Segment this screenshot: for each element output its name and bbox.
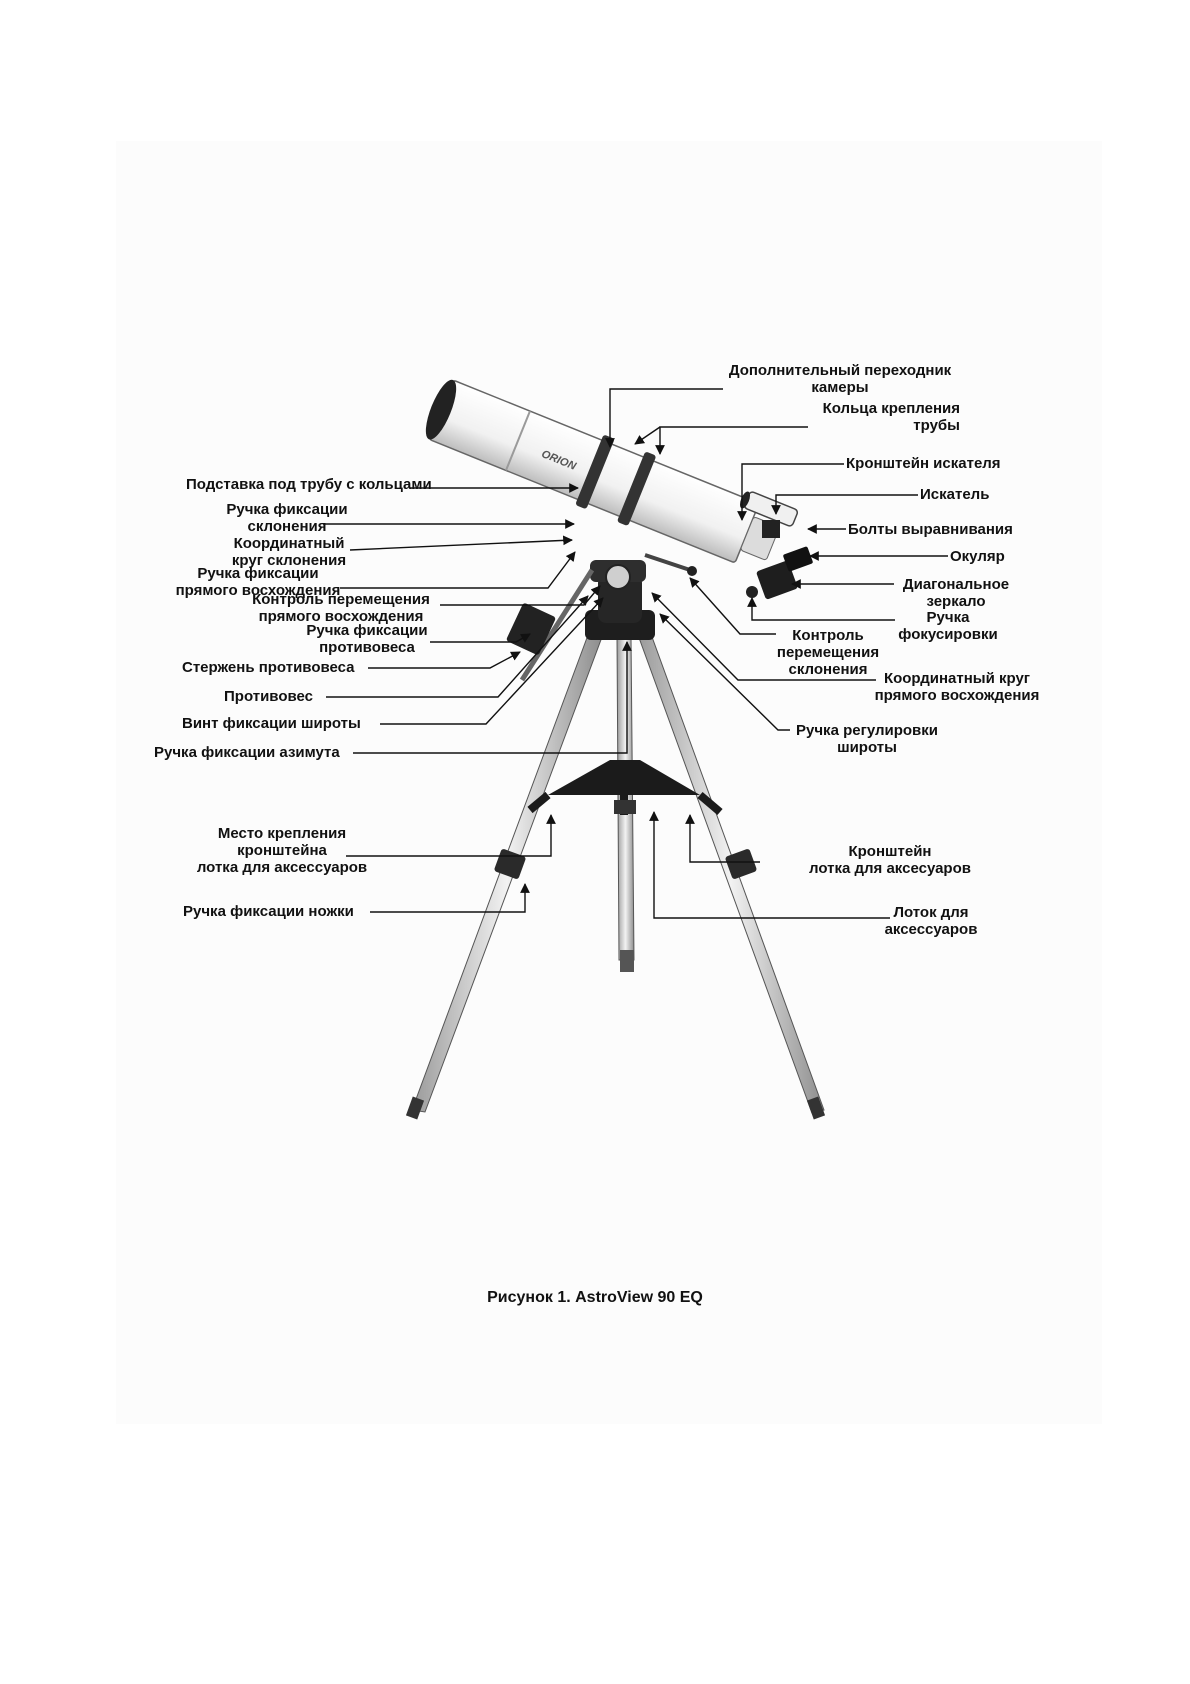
leader-camera-adapter: [610, 389, 723, 447]
label-dec-circle: [224, 535, 354, 569]
label-dec-slow-motion-line1: Контроль: [792, 627, 864, 644]
label-tray-bracket-mount-line2: кронштейна: [237, 842, 327, 859]
focus-knob-shape: [746, 586, 758, 598]
leader-ra-lock: [340, 552, 575, 588]
label-dec-slow-motion: [772, 627, 884, 678]
label-latitude-adjust-line1: Ручка регулировки: [796, 722, 938, 739]
label-align-bolts: Болты выравнивания: [848, 521, 1013, 538]
label-dec-circle-line2: круг склонения: [231, 552, 347, 569]
tripod-foot-left: [406, 1097, 424, 1120]
label-azimuth-lock: Ручка фиксации азимута: [154, 744, 340, 761]
label-tray-bracket: [795, 843, 985, 877]
leader-tube-rings-2: [635, 427, 660, 444]
label-tube-rings: [810, 400, 960, 434]
label-ra-circle: [872, 670, 1042, 704]
label-eyepiece: Окуляр: [950, 548, 1005, 565]
label-dec-lock: [212, 501, 362, 535]
counterweight-shape: [506, 602, 556, 655]
label-diagonal-line2: зеркало: [926, 593, 986, 610]
label-tube-rings-line1: Кольца крепления: [822, 400, 960, 417]
label-ra-circle-line1: Координатный круг: [883, 670, 1031, 687]
ra-setting-circle-shape: [606, 565, 630, 589]
tray-center-hub: [614, 800, 636, 814]
label-latitude-adjust: [787, 722, 947, 756]
label-dec-slow-motion-line2: перемещения: [776, 644, 880, 661]
leader-tube-rings: [660, 427, 808, 454]
leader-dec-circle: [350, 540, 572, 550]
label-finder-bracket: Кронштейн искателя: [846, 455, 1001, 472]
label-counterweight: Противовес: [224, 688, 313, 705]
equatorial-mount: [506, 555, 697, 680]
tube-logo: ORION: [539, 448, 578, 473]
leader-focus-knob: [752, 598, 895, 620]
label-camera-adapter-line1: Дополнительный переходник: [728, 362, 952, 379]
label-ra-lock-line1: Ручка фиксации: [197, 565, 319, 582]
label-ra-lock-line2: прямого восхождения: [175, 582, 341, 599]
figure-caption: Рисунок 1. AstroView 90 EQ: [487, 1289, 703, 1306]
label-tray-bracket-mount-line1: Место крепления: [217, 825, 347, 842]
label-cw-lock-line2: противовеса: [319, 639, 415, 656]
tripod-foot-right: [807, 1097, 825, 1120]
label-tube-rings-line2: трубы: [913, 417, 960, 434]
label-diagonal-line1: Диагональное: [902, 576, 1010, 593]
label-finder: Искатель: [920, 486, 990, 503]
tripod-foot-center: [620, 950, 634, 972]
label-tray-line2: аксессуаров: [884, 921, 978, 938]
label-latitude-lock: Винт фиксации широты: [182, 715, 361, 732]
label-dec-lock-line2: склонения: [247, 518, 327, 535]
accessory-tray: [548, 760, 700, 795]
label-tube-mount: Подставка под трубу с кольцами: [186, 476, 432, 493]
finder-bracket-shape: [762, 520, 780, 538]
label-tray-bracket-mount: [182, 825, 382, 876]
label-camera-adapter: [725, 362, 955, 396]
label-ra-slow-motion: [245, 591, 437, 625]
label-diagonal: [896, 576, 1016, 610]
label-dec-lock-line1: Ручка фиксации: [226, 501, 348, 518]
tripod: [406, 635, 825, 1119]
label-dec-slow-motion-line3: склонения: [788, 661, 868, 678]
label-tray-bracket-mount-line3: лотка для аксессуаров: [196, 859, 368, 876]
label-cw-shaft: Стержень противовеса: [182, 659, 355, 676]
label-leg-lock: Ручка фиксации ножки: [183, 903, 354, 920]
label-ra-circle-line2: прямого восхождения: [874, 687, 1040, 704]
label-dec-circle-line1: Координатный: [233, 535, 345, 552]
label-tray-line1: Лоток для: [893, 904, 969, 921]
slow-motion-cable: [645, 555, 690, 570]
label-focus-knob-line1: Ручка: [926, 609, 970, 626]
label-tray-bracket-line2: лотка для аксесуаров: [809, 860, 971, 877]
label-ra-slow-motion-line1: Контроль перемещения: [252, 591, 430, 608]
label-tray-bracket-line1: Кронштейн: [848, 843, 932, 860]
label-cw-lock-line1: Ручка фиксации: [306, 622, 428, 639]
label-focus-knob-line2: фокусировки: [898, 626, 998, 643]
label-latitude-adjust-line2: широты: [837, 739, 897, 756]
label-focus-knob: [893, 609, 1003, 643]
label-ra-slow-motion-line2: прямого восхождения: [258, 608, 424, 625]
slow-motion-knob: [687, 566, 697, 576]
label-cw-lock: [297, 622, 437, 656]
label-tray: [876, 904, 986, 938]
label-camera-adapter-line2: камеры: [811, 379, 869, 396]
telescope: [418, 371, 788, 579]
